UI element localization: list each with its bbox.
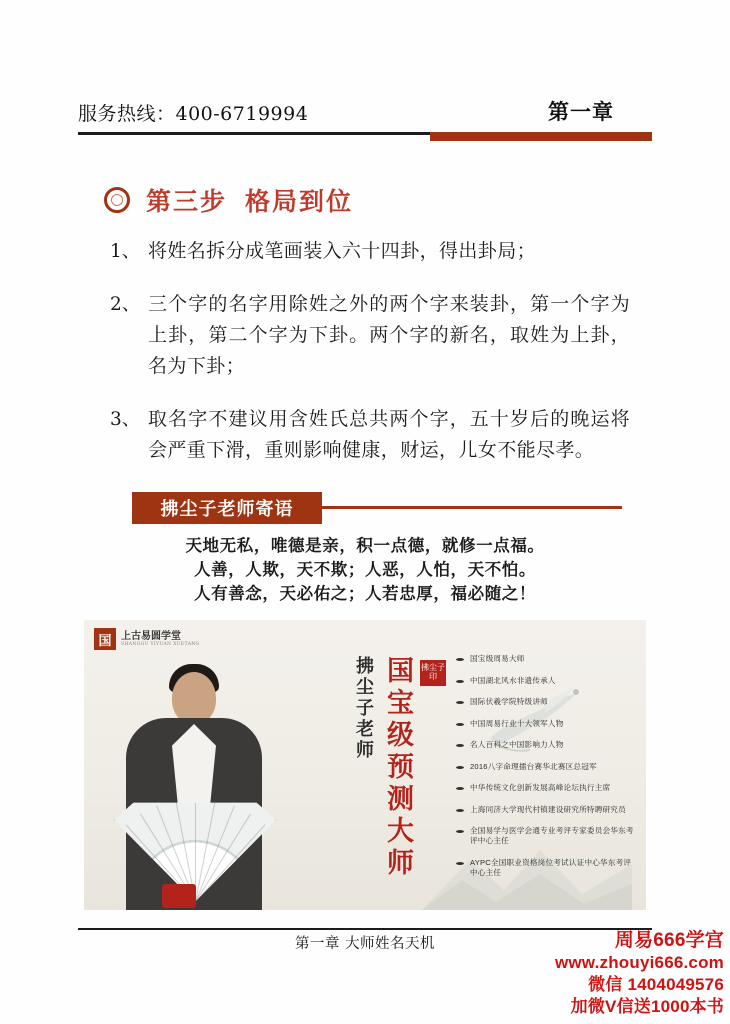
list-item <box>110 404 630 466</box>
credential-label: 2016八字命理擂台赛华北赛区总冠军 <box>470 761 597 771</box>
list-item-number: 3、 <box>110 409 141 430</box>
verse-line: 人有善念，天必佑之；人若忠厚，福必随之！ <box>194 584 536 603</box>
credential-label: 名人百科之中国影响力人物 <box>470 740 564 749</box>
promo-vertical-name: 拂尘子老师 <box>353 656 374 761</box>
list-item <box>456 676 638 686</box>
verse-block <box>78 534 652 606</box>
list-item <box>456 805 638 815</box>
banner-divider <box>322 506 622 509</box>
credential-label: 中华传统文化创新发展高峰论坛执行主席 <box>470 783 611 792</box>
credential-label: 上海同济大学现代村镇建设研究所特聘研究员 <box>470 804 626 814</box>
bullet-icon <box>456 658 464 661</box>
list-item <box>456 762 638 772</box>
footer-caption: 第一章 大师姓名天机 <box>294 936 436 952</box>
numbered-list <box>110 236 630 488</box>
list-item <box>456 654 638 664</box>
watermark-line: 周易666学宫 <box>614 930 724 951</box>
promo-logo-subtext: SHANGGU YIYUAN XUETANG <box>121 642 200 647</box>
list-item-text: 将姓名拆分成笔画装入六十四卦，得出卦局； <box>148 240 537 262</box>
credential-label: 中国周易行业十大领军人物 <box>470 718 564 728</box>
banner-label: 拂尘子老师寄语 <box>160 499 294 520</box>
list-item <box>110 236 630 267</box>
credential-label: 国宝级周易大师 <box>470 654 525 663</box>
bullet-icon <box>456 862 464 865</box>
list-item-text: 取名字不建议用含姓氏总共两个字，五十岁后的晚运将会严重下滑，重则影响健康，财运，儿女不能尽孝。 <box>148 408 630 461</box>
list-item <box>456 740 638 750</box>
list-item <box>456 858 638 878</box>
bullet-icon <box>456 723 464 726</box>
credential-label: 国际伏羲学院特级讲师 <box>470 697 548 706</box>
service-hotline: 服务热线：400-6719994 <box>78 103 309 125</box>
verse-line: 天地无私，唯德是亲，积一点德，就修一点福。 <box>185 536 545 555</box>
seal-stamp: 拂尘子印 <box>420 660 446 686</box>
list-item <box>456 783 638 793</box>
watermark-line: 微信 1404049576 <box>588 975 724 994</box>
bullet-icon <box>456 787 464 790</box>
step-label: 第三步 <box>146 187 228 216</box>
promo-vertical-titles <box>316 656 412 886</box>
bullet-icon <box>456 744 464 747</box>
watermark-line: 加微V信送1000本书 <box>570 997 724 1016</box>
list-item-number: 2、 <box>110 294 141 315</box>
fan-handle <box>162 884 196 908</box>
bullet-icon <box>456 766 464 769</box>
credential-list <box>456 654 638 889</box>
header-accent-bar <box>430 132 652 141</box>
section-heading <box>104 182 353 218</box>
promo-vertical-title: 国宝级预测大师 <box>382 656 413 880</box>
credential-label: 中国湖北风水非遗传承人 <box>470 675 556 685</box>
promo-logo-mark: 国 <box>94 628 116 650</box>
watermark <box>555 930 724 1018</box>
credential-label: 全国易学与医学会通专业考评专家委员会华东考评中心主任 <box>470 826 634 845</box>
list-item <box>456 719 638 729</box>
double-circle-icon <box>104 187 130 213</box>
bullet-icon <box>456 830 464 833</box>
bullet-icon <box>456 680 464 683</box>
page-header <box>78 96 652 126</box>
section-title: 格局到位 <box>245 187 354 216</box>
list-item <box>110 289 630 382</box>
list-item <box>456 697 638 707</box>
bullet-icon <box>456 701 464 704</box>
promo-image <box>84 620 646 910</box>
master-photo <box>98 638 288 910</box>
chapter-tag: 第一章 <box>548 99 614 124</box>
list-item-number: 1、 <box>110 241 141 262</box>
credential-label: AYPC全国职业资格岗位考试认证中心华东考评中心主任 <box>470 857 632 877</box>
list-item-text: 三个字的名字用除姓之外的两个字来装卦，第一个字为上卦，第二个字为下卦。两个字的新名，取姓为上卦，名为下卦； <box>148 293 630 377</box>
verse-line: 人善，人欺，天不欺；人恶，人怕，天不怕。 <box>194 560 536 579</box>
list-item <box>456 826 638 846</box>
bullet-icon <box>456 809 464 812</box>
promo-logo-text: 上古易圆学堂 <box>121 631 181 642</box>
head-shape <box>172 672 216 724</box>
section-title-wrap <box>146 182 353 218</box>
watermark-line: www.zhouyi666.com <box>554 953 724 972</box>
